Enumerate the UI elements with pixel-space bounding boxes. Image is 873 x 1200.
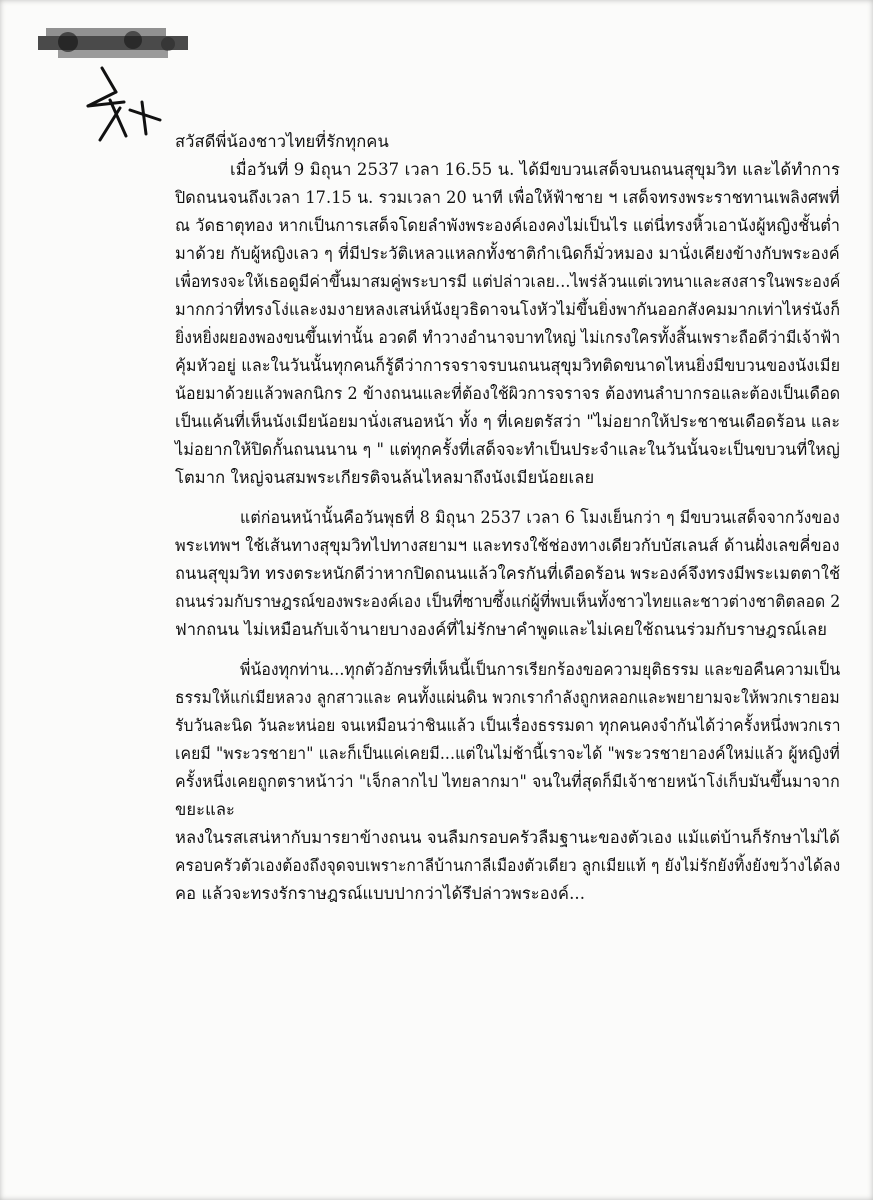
text-line: รับวันละนิด วันละหน่อย จนเหมือนว่าชินแล้ว เป็นเรื่องธรรมดา ทุกคนคงจำกันได้ว่าครั้งหนึ่งพวกเรา xyxy=(175,716,841,735)
text-line: มากกว่าที่ทรงโง่และงมงายหลงเสน่ห์นังยุวธิดาจนโงหัวไม่ขึ้นยิ่งพากันออกสังคมมากเท่าไหร่นังก็ xyxy=(175,300,841,319)
text-line: ธรรมให้แก่เมียหลวง ลูกสาวและ คนทั้งแผ่นดิน พวกเรากำลังถูกหลอกและพยายามจะให้พวกเรายอม xyxy=(175,688,840,707)
text-line: เคยมี "พระวรชายา" และก็เป็นแค่เคยมี...แต่ในไม่ช้านี้เราจะได้ "พระวรชายาองค์ใหม่แล้ว ผู้หญิงที่ xyxy=(175,744,840,763)
greeting-line: สวัสดีพี่น้องชาวไทยที่รักทุกคน xyxy=(175,132,389,151)
text-line: โตมาก ใหญ่จนสมพระเกียรติจนล้นไหลมาถึงนังเมียน้อยเลย xyxy=(175,468,595,487)
text-line: เป็นแค้นที่เห็นนังเมียน้อยมานั่งเสนอหน้า ทั้ง ๆ ที่เคยตรัสว่า "ไม่อยากให้ประชาชนเดือดร้อน และ xyxy=(175,412,841,431)
text-line: เพื่อทรงจะให้เธอดูมีค่าขึ้นมาสมคู่พระบารมี แต่ปล่าวเลย...ไพร่ล้วนแต่เวทนาและสงสารในพระองค์ xyxy=(175,272,841,291)
text-line: ถนนสุขุมวิท ทรงตระหนักดีว่าหากปิดถนนแล้วใครกันที่เดือดร้อน พระองค์จึงทรงมีพระเมตตาใช้ xyxy=(175,564,841,583)
text-line: ณ วัดธาตุทอง หากเป็นการเสด็จโดยลำพังพระองค์เองคงไม่เป็นไร แต่นี่ทรงหิ้วเอานังผู้หญิงชั้นต่ำ xyxy=(175,216,841,235)
text-line: ครั้งหนึ่งเคยถูกตราหน้าว่า "เจ็กลากไป ไทยลากมา" จนในที่สุดก็มีเจ้าชายหน้าโง่เก็บมันขึ้นมาจาก xyxy=(175,772,840,791)
text-line: เมื่อวันที่ 9 มิถุนา 2537 เวลา 16.55 น. ได้มีขบวนเสด็จบนถนนสุขุมวิท และได้ทำการ xyxy=(230,160,840,179)
text-line: น้อยมาด้วยแล้วพลกนิกร 2 ข้างถนนและที่ต้องใช้ผิวการจราจร ต้องทนลำบากรอและต้องเป็นเดือด xyxy=(175,384,841,403)
text-line: ขยะและ xyxy=(175,800,236,819)
text-line: ฟากถนน ไม่เหมือนกับเจ้านายบางองค์ที่ไม่รักษาคำพูดและไม่เคยใช้ถนนร่วมกับราษฎรณ์เลย xyxy=(175,620,828,639)
text-line: พระเทพฯ ใช้เส้นทางสุขุมวิทไปทางสยามฯ และทรงใช้ช่องทางเดียวกับบัสเลนส์ ด้านฝั่งเลขคี่ของ xyxy=(175,536,840,555)
text-line: คุ้มหัวอยู่ และในวันนั้นทุกคนก็รู้ดีว่าการจราจรบนถนนสุขุมวิทติดขนาดไหนยิ่งมีขบวนของนังเมีย xyxy=(175,356,841,375)
text-line: ไม่อยากให้ปิดกั้นถนนนาน ๆ " แต่ทุกครั้งที่เสด็จจะทำเป็นประจำและในวันนั้นจะเป็นขบวนที่ใหญ่ xyxy=(175,440,840,459)
text-line: ปิดถนนจนถึงเวลา 17.15 น. รวมเวลา 20 นาที เพื่อให้ฟ้าชาย ฯ เสด็จทรงพระราชทานเพลิงศพที่ xyxy=(175,188,840,207)
text-line: ครอบครัวตัวเองต้องถึงจุดจบเพราะกาลีบ้านกาลีเมืองตัวเดียว ลูกเมียแท้ ๆ ยังไม่รักยังทิ้งยังขว้างได้ลง xyxy=(175,856,841,875)
text-line: แต่ก่อนหน้านั้นคือวันพุธที่ 8 มิถุนา 2537 เวลา 6 โมงเย็นกว่า ๆ มีขบวนเสด็จจากวังของ xyxy=(240,508,840,527)
text-line: ถนนร่วมกับราษฎรณ์ของพระองค์เอง เป็นที่ซาบซึ้งแก่ผู้ที่พบเห็นทั้งชาวไทยและชาวต่างชาติตลอด 2 xyxy=(175,592,841,611)
text-line: มาด้วย กับผู้หญิงเลว ๆ ที่มีประวัติเหลวแหลกทั้งชาติกำเนิดก็มั่วหมอง มานั่งเคียงข้างกับพระองค์ xyxy=(175,244,840,263)
text-line: คอ แล้วจะทรงรักราษฎรณ์แบบปากว่าได้รึปล่าวพระองค์... xyxy=(175,884,586,903)
text-line: ยิ่งหยิ่งผยองพองขนขึ้นเท่านั้น อวดดี ทำวางอำนาจบาทใหญ่ ไม่เกรงใครทั้งสิ้นเพราะถือดีว่ามีเจ้าฟ้า xyxy=(175,328,841,347)
text-line: หลงในรสเสน่หากับมารยาข้างถนน จนลืมกรอบครัวลืมฐานะของตัวเอง แม้แต่บ้านก็รักษาไม่ได้ xyxy=(175,828,841,847)
text-line: พี่น้องทุกท่าน...ทุกตัวอักษรที่เห็นนี้เป็นการเรียกร้องขอความยุติธรรม และขอคืนความเป็น xyxy=(240,660,841,679)
